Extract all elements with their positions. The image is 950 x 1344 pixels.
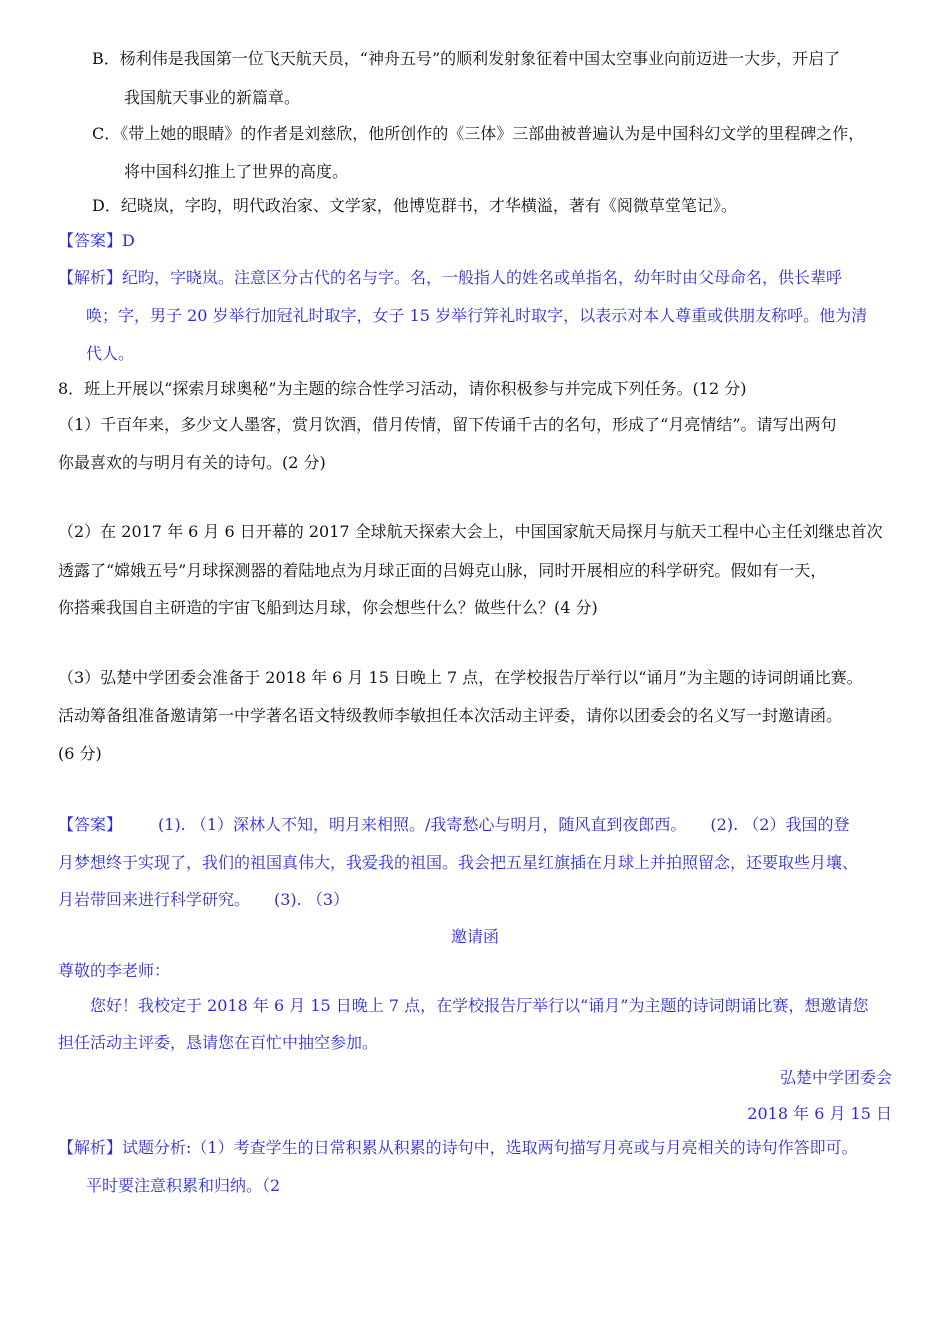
q8-part3-line-2: 活动筹备组准备邀请第一中学著名语文特级教师李敏担任本次活动主评委，请你以团委会的名义写一封邀请函。 xyxy=(58,706,843,725)
letter-greeting: 尊敬的李老师： xyxy=(58,961,171,980)
option-c-line-1: C．《带上她的眼睛》的作者是刘慈欣，他所创作的《三体》三部曲被普遍认为是中国科幻文学的里程碑之作， xyxy=(92,124,865,143)
q8-part3-line-3: (6 分) xyxy=(58,744,102,763)
answer-tag: 【答案】 xyxy=(58,815,123,834)
answer-value: D xyxy=(122,231,135,250)
q8-analysis-line-2: 平时要注意积累和归纳。（2 xyxy=(86,1176,281,1195)
q8-part2-line-3: 你搭乘我国自主研造的宇宙飞船到达月球，你会想些什么？做些什么？(4 分) xyxy=(58,598,598,617)
q8-part2-line-2: 透露了“嫦娥五号”月球探测器的着陆地点为月球正面的吕姆克山脉，同时开展相应的科学研究。假如有一天， xyxy=(58,561,827,580)
q8-answer-line-2: 月梦想终于实现了，我们的祖国真伟大，我爱我的祖国。我会把五星红旗插在月球上并拍照留念，还要取些月壤、 xyxy=(58,853,859,872)
letter-title: 邀请函 xyxy=(450,927,499,946)
letter-date: 2018 年 6 月 15 日 xyxy=(747,1104,892,1123)
q8-stem: 8．班上开展以“探索月球奥秘”为主题的综合性学习活动，请你积极参与并完成下列任务。(12 分) xyxy=(58,379,747,398)
q8-part1-line-2: 你最喜欢的与明月有关的诗句。(2 分) xyxy=(58,453,326,472)
option-b-line-2: 我国航天事业的新篇章。 xyxy=(124,88,301,107)
q8-part3-line-1: （3）弘楚中学团委会准备于 2018 年 6 月 15 日晚上 7 点，在学校报告厅举行以“诵月”为主题的诗词朗诵比赛。 xyxy=(58,668,863,687)
option-c-line-2: 将中国科幻推上了世界的高度。 xyxy=(124,162,349,181)
q8-answer-line-1: 【答案】 (1). （1）深林人不知，明月来相照。/我寄愁心与明月，随风直到夜郎西。 (2). （2）我国的登 xyxy=(58,815,850,834)
q7-analysis-line-3: 代人。 xyxy=(86,344,135,363)
analysis-tag: 【解析】 xyxy=(58,1138,123,1157)
letter-signature: 弘楚中学团委会 xyxy=(779,1068,892,1087)
analysis-tag: 【解析】 xyxy=(58,268,123,287)
letter-body-line-2: 担任活动主评委，恳请您在百忙中抽空参加。 xyxy=(58,1033,379,1052)
option-d-line-1: D．纪晓岚，字昀，明代政治家、文学家，他博览群书，才华横溢，著有《阅微草堂笔记》。 xyxy=(92,196,737,215)
letter-body-line-1: 您好！我校定于 2018 年 6 月 15 日晚上 7 点，在学校报告厅举行以“诵月”为主题的诗词朗诵比赛，想邀请您 xyxy=(90,996,869,1015)
q8-part1-line-1: （1）千百年来，多少文人墨客，赏月饮酒，借月传情，留下传诵千古的名句，形成了“月亮情结”。请写出两句 xyxy=(58,415,837,434)
q8-part2-line-1: （2）在 2017 年 6 月 6 日开幕的 2017 全球航天探索大会上，中国国家航天局探月与航天工程中心主任刘继忠首次 xyxy=(58,522,883,541)
q7-answer xyxy=(58,231,135,251)
q7-analysis-line-2: 唤；字，男子 20 岁举行加冠礼时取字，女子 15 岁举行笄礼时取字，以表示对本人尊重或供朋友称呼。他为清 xyxy=(86,306,868,325)
answer-tag: 【答案】 xyxy=(58,231,123,250)
q8-analysis-line-1: 【解析】试题分析:（1）考查学生的日常积累从积累的诗句中，选取两句描写月亮或与月亮相关的诗句作答即可。 xyxy=(58,1138,858,1157)
q8-answer-line-3: 月岩带回来进行科学研究。 (3). （3） xyxy=(58,890,350,909)
option-b-line-1: B．杨利伟是我国第一位飞天航天员，“神舟五号”的顺利发射象征着中国太空事业向前迈进一大步，开启了 xyxy=(92,49,841,68)
q7-analysis-line-1: 【解析】纪昀，字晓岚。注意区分古代的名与字。名，一般指人的姓名或单指名，幼年时由父母命名，供长辈呼 xyxy=(58,268,843,287)
